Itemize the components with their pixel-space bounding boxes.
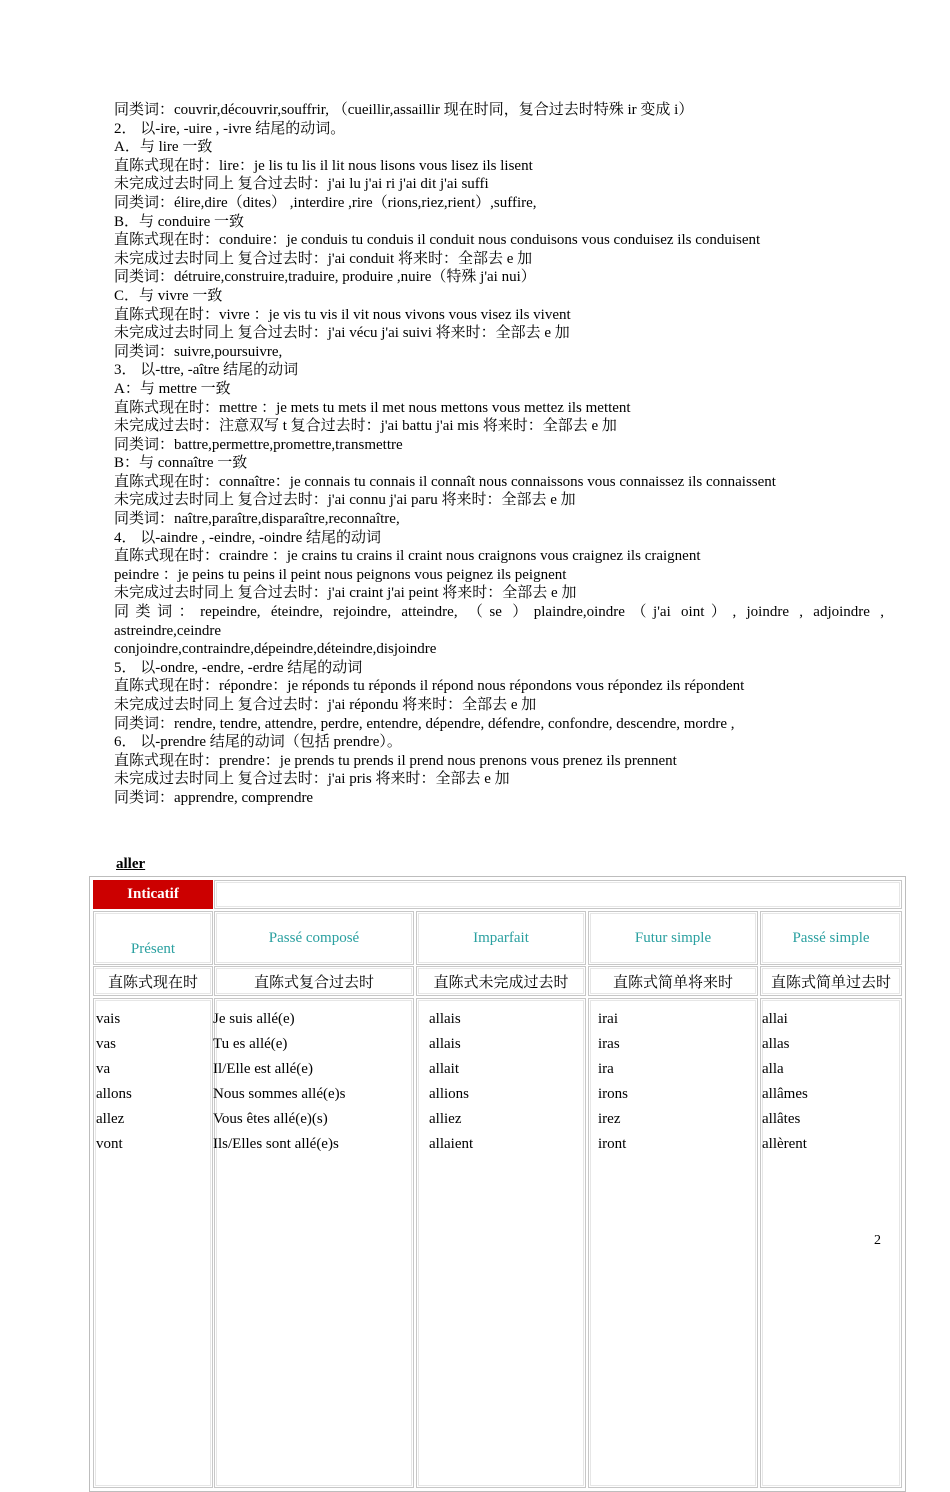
text-line: astreindre,ceindre (114, 622, 222, 639)
conjugation-form: allions (429, 1086, 469, 1102)
text-line: 未完成过去时同上 复合过去时：j'ai répondu 将来时：全部去 e 加 (114, 697, 537, 713)
conjugation-form: alla (762, 1061, 784, 1077)
conjugation-form: allaient (429, 1136, 474, 1152)
conjugation-form: allais (429, 1011, 461, 1027)
text-line: 直陈式现在时：conduire：je conduis tu conduis il conduit nous conduisons vous conduisez ils conduisent (114, 232, 761, 249)
text-line: 未完成过去时同上 复合过去时：j'ai vécu j'ai suivi 将来时：全部去 e 加 (114, 325, 570, 342)
text-line: B．与 conduire 一致 (114, 213, 244, 230)
zh-header-futur-simple: 直陈式简单将来时 (588, 966, 758, 996)
col-header-present: Présent (93, 911, 213, 965)
conjugation-form: allais (429, 1036, 461, 1052)
conjugation-form: allèrent (762, 1136, 807, 1152)
text-line: 直陈式现在时：mettre ：je mets tu mets il met nous mettons vous mettez ils mettent (114, 399, 631, 416)
conjugation-form: vas (96, 1036, 116, 1052)
text-line: B：与 connaître 一致 (114, 455, 248, 472)
conjugation-form: vont (96, 1136, 123, 1152)
text-line: 直陈式现在时：connaître：je connais tu connais il connaît nous connaissons vous connaissez ils connaissent (114, 473, 776, 490)
text-line: 同类词：battre,permettre,promettre,transmettre (114, 436, 403, 453)
text-line: 同类词：repeindre, éteindre, rejoindre, atteindre, （se ）plaindre,oindre（j'ai oint）, joindre , adjoindre , (114, 604, 884, 621)
forms-imparfait (429, 1007, 473, 1157)
conjugation-form: irai (598, 1011, 618, 1027)
conjugation-form: Tu es allé(e) (213, 1036, 288, 1052)
text-line: 未完成过去时同上 复合过去时：j'ai connu j'ai paru 将来时：全部去 e 加 (114, 492, 576, 509)
col-header-imparfait: Imparfait (416, 911, 586, 965)
zh-header-passe-simple: 直陈式简单过去时 (760, 966, 902, 996)
text-line: 直陈式现在时：craindre ：je crains tu crains il craint nous craignons vous craignez ils craignent (114, 548, 701, 565)
mood-label: Inticatif (93, 880, 213, 909)
conjugation-form: iront (598, 1136, 627, 1152)
col-header-futur-simple: Futur simple (588, 911, 758, 965)
conjugation-form: iras (598, 1036, 620, 1052)
text-line: 未完成过去时同上 复合过去时：j'ai pris 将来时：全部去 e 加 (114, 771, 510, 788)
text-line: 同类词：couvrir,découvrir,souffrir, （cueillir,assaillir 现在时同，复合过去时特殊 ir 变成 i） (114, 102, 694, 118)
text-line: 同类词：rendre, tendre, attendre, perdre, entendre, dépendre, défendre, confondre, descendre, mordre , (114, 715, 735, 732)
conjugation-form: allons (96, 1086, 132, 1102)
text-line: 4． 以-aindre , -eindre, -oindre 结尾的动词 (114, 529, 382, 546)
text-line: 直陈式现在时：lire：je lis tu lis il lit nous lisons vous lisez ils lisent (114, 157, 533, 174)
col-header-passe-simple: Passé simple (760, 911, 902, 965)
text-line: 未完成过去时同上 复合过去时：j'ai lu j'ai ri j'ai dit j'ai suffi (114, 176, 489, 193)
forms-futur-simple (598, 1007, 628, 1157)
conjugation-form: allez (96, 1111, 125, 1127)
conjugation-form: alliez (429, 1111, 462, 1127)
conjugation-form: Il/Elle est allé(e) (213, 1061, 313, 1077)
conjugation-form: ira (598, 1061, 614, 1077)
text-line: 同类词：élire,dire（dites） ,interdire ,rire（rions,riez,rient）,suffire, (114, 194, 537, 211)
text-line: A：与 mettre 一致 (114, 380, 231, 397)
mood-empty-header (214, 880, 902, 909)
forms-passe-simple (762, 1007, 808, 1157)
conjugation-form: Ils/Elles sont allé(e)s (213, 1136, 339, 1152)
text-line: 未完成过去时同上 复合过去时：j'ai conduit 将来时：全部去 e 加 (114, 250, 533, 267)
conjugation-form: irez (598, 1111, 621, 1127)
text-line: 6． 以-prendre 结尾的动词（包括 prendre）。 (114, 734, 402, 751)
text-line: 直陈式现在时：prendre：je prends tu prends il prend nous prenons vous prenez ils prennent (114, 752, 677, 769)
forms-present (96, 1007, 132, 1157)
text-line: 3． 以-ttre, -aître 结尾的动词 (114, 362, 299, 379)
conjugation-form: allâmes (762, 1086, 808, 1102)
text-line: 同类词：apprendre, comprendre (114, 789, 314, 806)
text-line: conjoindre,contraindre,dépeindre,déteindre,disjoindre (114, 641, 437, 658)
conjugation-form: allai (762, 1011, 788, 1027)
page-number: 2 (874, 1233, 881, 1248)
conjugation-form: allâtes (762, 1111, 801, 1127)
conjugation-form: Vous êtes allé(e)(s) (213, 1111, 328, 1127)
text-line: 同类词：naître,paraître,disparaître,reconnaître, (114, 511, 400, 528)
zh-header-passe-compose: 直陈式复合过去时 (214, 966, 414, 996)
conjugation-form: vais (96, 1011, 121, 1027)
zh-header-present: 直陈式现在时 (93, 966, 213, 996)
verb-heading: aller (116, 856, 146, 872)
text-line: 未完成过去时同上 复合过去时：j'ai craint j'ai peint 将来时：全部去 e 加 (114, 585, 577, 602)
zh-header-imparfait: 直陈式未完成过去时 (416, 966, 586, 996)
text-line: 未完成过去时：注意双写 t 复合过去时：j'ai battu j'ai mis 将来时：全部去 e 加 (114, 418, 617, 435)
text-line: C．与 vivre 一致 (114, 287, 223, 304)
text-line: 直陈式现在时：répondre：je réponds tu réponds il répond nous répondons vous répondez ils répondent (114, 678, 745, 695)
text-line: 2． 以-ire, -uire , -ivre 结尾的动词。 (114, 120, 346, 137)
conjugation-form: Je suis allé(e) (213, 1011, 295, 1027)
forms-passe-compose (213, 1007, 345, 1157)
text-line: 同类词：détruire,construire,traduire, produire ,nuire（特殊 j'ai nui） (114, 269, 536, 286)
col-header-passe-compose: Passé composé (214, 911, 414, 965)
conjugation-form: Nous sommes allé(e)s (213, 1086, 346, 1102)
text-line: A．与 lire 一致 (114, 139, 213, 156)
conjugation-form: irons (598, 1086, 628, 1102)
text-line: 同类词：suivre,poursuivre, (114, 343, 283, 360)
text-line: peindre ：je peins tu peins il peint nous peignons vous peignez ils peignent (114, 566, 567, 583)
text-line: 直陈式现在时：vivre ：je vis tu vis il vit nous vivons vous visez ils vivent (114, 306, 571, 323)
conjugation-form: allait (429, 1061, 459, 1077)
conjugation-form: va (96, 1061, 111, 1077)
conjugation-form: allas (762, 1036, 790, 1052)
text-line: 5． 以-ondre, -endre, -erdre 结尾的动词 (114, 659, 363, 676)
verb-notes (114, 101, 884, 808)
